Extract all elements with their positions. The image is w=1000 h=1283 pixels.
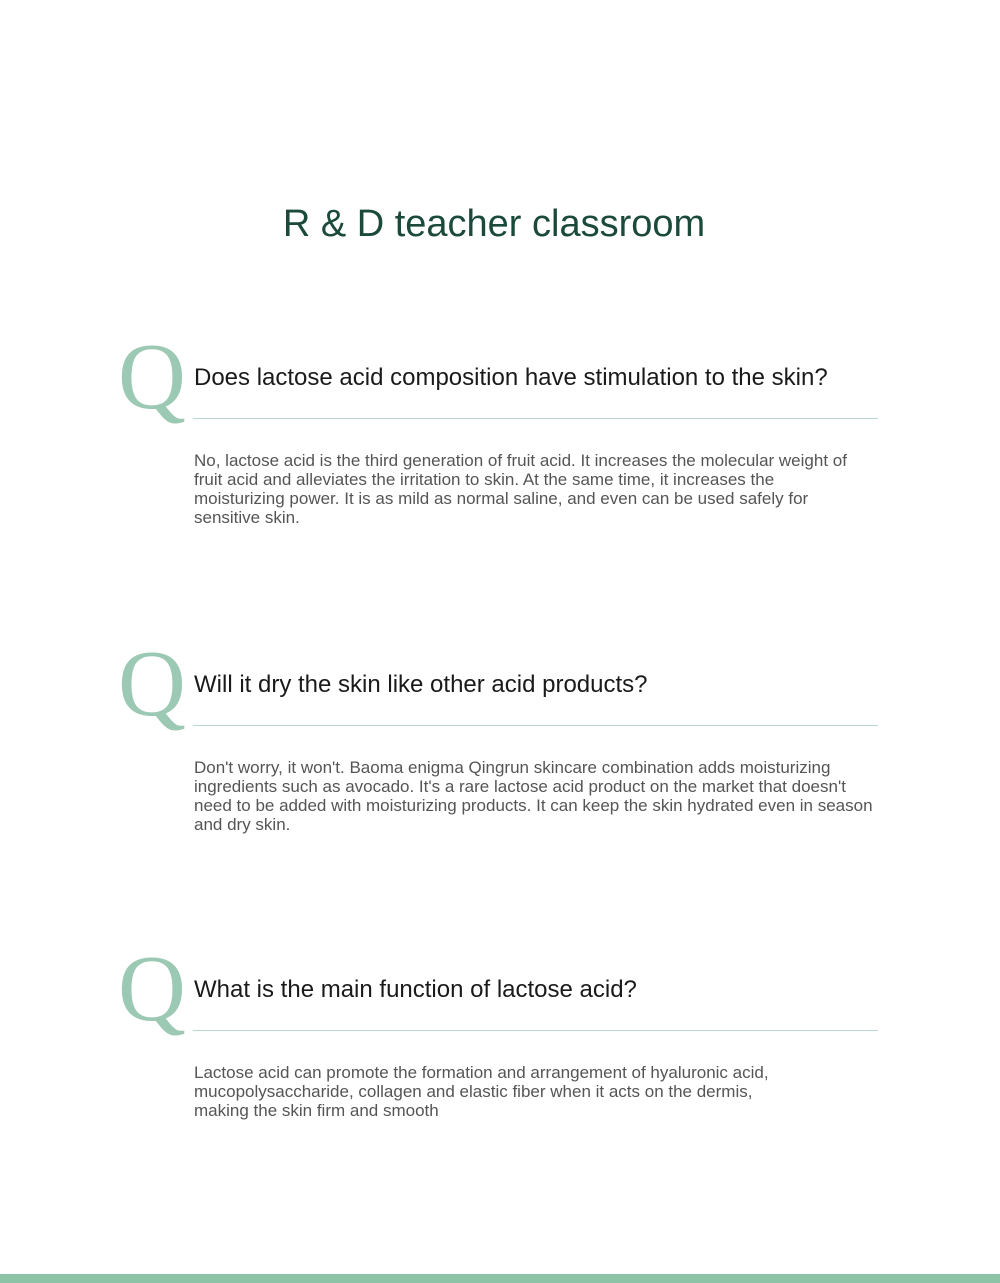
divider xyxy=(193,725,878,726)
question-text: Does lactose acid composition have stimulation to the skin? xyxy=(194,364,828,391)
answer-text: No, lactose acid is the third generation of fruit acid. It increases the molecular weight of fruit acid and alleviates the irritation to skin. At the same time, it increases the moisturizing power. It is as mild as normal saline, and even can be used safely for sensitive skin. xyxy=(194,451,847,527)
answer-text: Don't worry, it won't. Baoma enigma Qingrun skincare combination adds moisturizing ingredients such as avocado. It's a rare lactose acid product on the market that doesn't need to be added with moisturizing products. It can keep the skin hydrated even in season and dry skin. xyxy=(194,758,873,834)
qa-item-2 xyxy=(0,632,1000,837)
q-letter-icon: Q xyxy=(118,632,186,736)
bottom-accent-bar xyxy=(0,1274,1000,1283)
divider xyxy=(193,418,878,419)
q-letter-icon: Q xyxy=(118,937,186,1041)
answer-text: Lactose acid can promote the formation and arrangement of hyaluronic acid, mucopolysaccharide, collagen and elastic fiber when it acts on the dermis, making the skin firm and smooth xyxy=(194,1063,769,1120)
q-letter-icon: Q xyxy=(118,325,186,429)
page-title: R & D teacher classroom xyxy=(282,203,706,245)
qa-item-3 xyxy=(0,937,1000,1142)
question-text: Will it dry the skin like other acid products? xyxy=(194,671,648,698)
qa-item-1 xyxy=(0,325,1000,530)
question-text: What is the main function of lactose acid? xyxy=(194,976,637,1003)
divider xyxy=(193,1030,878,1031)
